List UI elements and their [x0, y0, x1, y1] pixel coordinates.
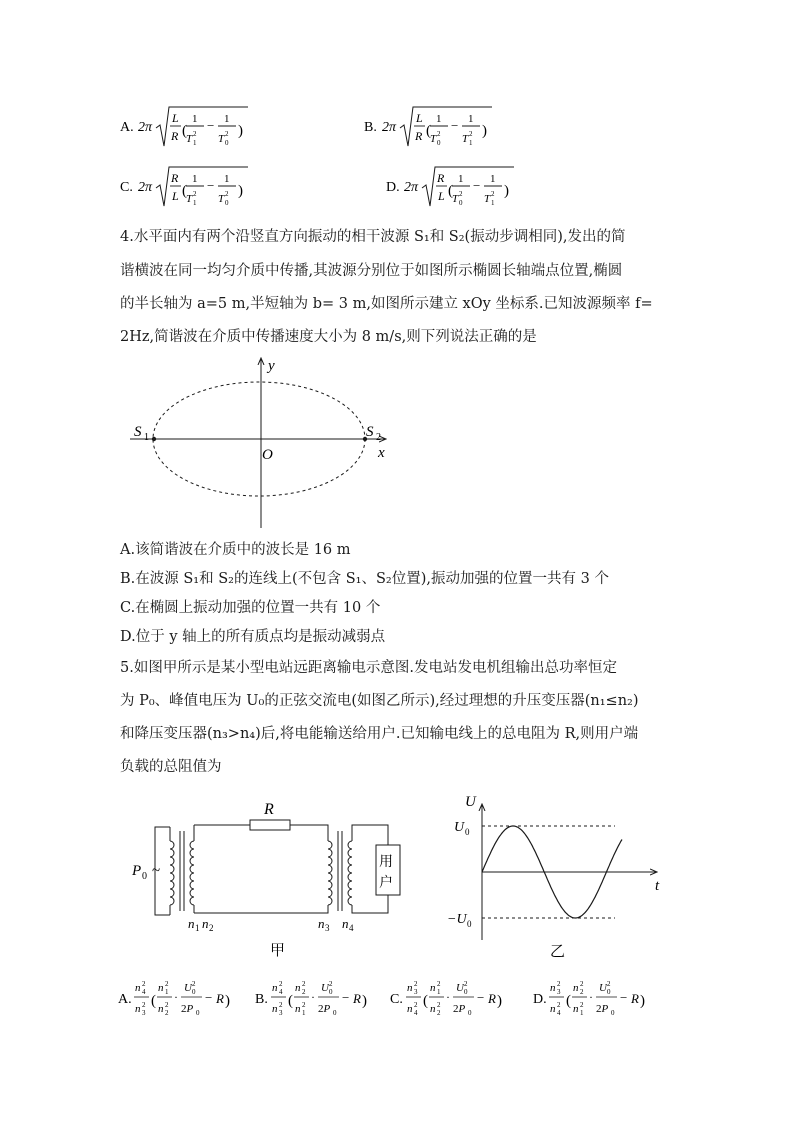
- n1-label: n: [188, 916, 195, 931]
- svg-text:−: −: [620, 990, 628, 1005]
- q3-option-d-formula: [386, 164, 546, 212]
- y-axis-label: y: [268, 358, 275, 374]
- s2-subscript: 2: [376, 432, 381, 443]
- svg-text:U: U: [321, 982, 329, 994]
- svg-text:0: 0: [225, 199, 229, 207]
- q5-voltage-graph: [425, 790, 675, 965]
- svg-text:): ): [504, 183, 509, 199]
- svg-text:2π: 2π: [382, 120, 397, 135]
- n4-subscript: 4: [349, 923, 354, 933]
- q3-option-c-label: C.: [120, 180, 133, 195]
- s1-label: S: [134, 424, 142, 440]
- u-axis-label: U: [465, 794, 476, 810]
- svg-text:1: 1: [491, 199, 495, 207]
- svg-text:2: 2: [225, 190, 229, 198]
- svg-text:1: 1: [302, 1009, 306, 1017]
- svg-text:R: R: [353, 991, 361, 1006]
- svg-text:R: R: [437, 171, 445, 185]
- svg-text:2: 2: [142, 980, 146, 988]
- q4-stem-line-1: 4.水平面内有两个沿竖直方向振动的相干波源 S₁和 S₂(振动步调相同),发出的简: [120, 229, 626, 245]
- svg-text:2: 2: [192, 980, 196, 988]
- load-label-1: 用: [379, 855, 393, 870]
- svg-text:n: n: [135, 982, 141, 994]
- u0-subscript: 0: [465, 827, 470, 837]
- q5-stem-line-1: 5.如图甲所示是某小型电站远距离输电示意图.发电站发电机组输出总功率恒定: [120, 660, 617, 676]
- svg-text:U: U: [599, 982, 607, 994]
- svg-text:4: 4: [142, 988, 146, 996]
- q4-option-a: A.该简谐波在介质中的波长是 16 m: [120, 542, 351, 558]
- svg-text:1: 1: [192, 173, 198, 185]
- svg-text:n: n: [573, 982, 579, 994]
- svg-text:2P: 2P: [596, 1003, 609, 1015]
- svg-text:0: 0: [611, 1009, 615, 1017]
- s1-subscript: 1: [144, 432, 149, 443]
- svg-text:R: R: [171, 171, 179, 185]
- svg-text:2: 2: [464, 980, 468, 988]
- q5-options-formulas: [118, 975, 678, 1025]
- svg-text:(: (: [182, 183, 187, 199]
- svg-text:0: 0: [459, 199, 463, 207]
- svg-text:2: 2: [329, 980, 333, 988]
- svg-text:(: (: [448, 183, 453, 199]
- q3-option-b: [364, 104, 524, 156]
- svg-text:(: (: [426, 123, 431, 139]
- load-label-2: 户: [379, 876, 393, 891]
- svg-text:1: 1: [436, 113, 442, 125]
- svg-text:1: 1: [224, 173, 230, 185]
- svg-text:3: 3: [414, 988, 418, 996]
- svg-text:1: 1: [193, 199, 197, 207]
- svg-text:4: 4: [414, 1009, 418, 1017]
- n2-label: n: [202, 916, 209, 931]
- svg-text:n: n: [158, 982, 164, 994]
- svg-text:): ): [640, 993, 645, 1009]
- q4-stem-line-4: 2Hz,简谐波在介质中传播速度大小为 8 m/s,则下列说法正确的是: [120, 329, 537, 345]
- svg-text:n: n: [272, 1003, 278, 1015]
- svg-text:(: (: [182, 123, 187, 139]
- svg-text:2: 2: [302, 1001, 306, 1009]
- svg-text:T: T: [452, 193, 459, 205]
- svg-text:(: (: [423, 993, 428, 1009]
- q5-circuit-diagram: [130, 795, 410, 965]
- q3-option-d: [386, 164, 546, 216]
- svg-text:L: L: [172, 189, 179, 203]
- svg-text:2: 2: [557, 980, 561, 988]
- svg-text:2: 2: [165, 1001, 169, 1009]
- svg-text:U: U: [184, 982, 192, 994]
- svg-text:L: L: [438, 189, 445, 203]
- q3-option-d-label: D.: [386, 180, 400, 195]
- svg-text:−: −: [477, 990, 485, 1005]
- svg-text:T: T: [186, 193, 193, 205]
- svg-text:2: 2: [142, 1001, 146, 1009]
- svg-text:(: (: [566, 993, 571, 1009]
- svg-text:1: 1: [193, 139, 197, 147]
- source-label: P: [132, 863, 142, 879]
- q5-option-c: [390, 980, 502, 1017]
- svg-text:n: n: [158, 1003, 164, 1015]
- q4-option-d: D.位于 y 轴上的所有质点均是振动减弱点: [120, 629, 386, 645]
- svg-text:−: −: [473, 178, 481, 193]
- svg-text:2: 2: [165, 980, 169, 988]
- svg-text:n: n: [430, 1003, 436, 1015]
- figure-caption-yi: 乙: [550, 944, 566, 960]
- svg-text:2: 2: [193, 190, 197, 198]
- svg-text:n: n: [272, 982, 278, 994]
- svg-text:2π: 2π: [138, 180, 153, 195]
- svg-text:L: L: [172, 111, 179, 125]
- q5-stem-line-3: 和降压变压器(n₃>n₄)后,将电能输送给用户.已知输电线上的总电阻为 R,则用户端: [120, 726, 639, 742]
- svg-text:−: −: [207, 178, 215, 193]
- n4-label: n: [342, 916, 349, 931]
- n2-subscript: 2: [209, 923, 214, 933]
- svg-text:1: 1: [458, 173, 464, 185]
- q3-option-a-label: A.: [120, 120, 134, 135]
- svg-text:2: 2: [580, 1001, 584, 1009]
- q4-option-c: C.在椭圆上振动加强的位置一共有 10 个: [120, 600, 381, 616]
- q5-option-d-label: D.: [533, 992, 547, 1007]
- q5-option-c-label: C.: [390, 992, 403, 1007]
- svg-text:n: n: [407, 982, 413, 994]
- svg-text:2: 2: [437, 1001, 441, 1009]
- svg-text:0: 0: [464, 988, 468, 996]
- svg-text:): ): [362, 993, 367, 1009]
- svg-text:−: −: [207, 118, 215, 133]
- svg-text:n: n: [573, 1003, 579, 1015]
- svg-text:2: 2: [491, 190, 495, 198]
- svg-text:(: (: [288, 993, 293, 1009]
- svg-text:·: ·: [446, 990, 450, 1004]
- svg-text:T: T: [218, 133, 225, 145]
- svg-text:T: T: [484, 193, 491, 205]
- svg-text:T: T: [218, 193, 225, 205]
- svg-text:1: 1: [224, 113, 230, 125]
- svg-text:2: 2: [193, 130, 197, 138]
- q3-option-a-formula: [120, 104, 280, 152]
- svg-text:4: 4: [279, 988, 283, 996]
- q5-option-d: [533, 980, 645, 1017]
- resistor-label: R: [264, 801, 274, 818]
- svg-text:2: 2: [580, 980, 584, 988]
- svg-text:0: 0: [607, 988, 611, 996]
- svg-text:2: 2: [279, 1001, 283, 1009]
- svg-text:0: 0: [468, 1009, 472, 1017]
- svg-text:T: T: [462, 133, 469, 145]
- q3-option-b-formula: [364, 104, 524, 152]
- svg-text:2: 2: [557, 1001, 561, 1009]
- n1-subscript: 1: [195, 923, 200, 933]
- svg-text:T: T: [430, 133, 437, 145]
- q3-option-c: [120, 164, 280, 216]
- source-subscript: 0: [142, 871, 147, 882]
- svg-text:1: 1: [469, 139, 473, 147]
- svg-text:3: 3: [142, 1009, 146, 1017]
- q3-option-c-formula: [120, 164, 280, 212]
- svg-text:1: 1: [468, 113, 474, 125]
- x-axis-label: x: [378, 445, 385, 461]
- neg-u0-label: −U: [447, 912, 467, 927]
- svg-text:n: n: [550, 1003, 556, 1015]
- svg-text:R: R: [415, 129, 423, 143]
- svg-text:1: 1: [437, 988, 441, 996]
- svg-text:T: T: [186, 133, 193, 145]
- svg-text:): ): [225, 993, 230, 1009]
- svg-text:·: ·: [311, 990, 315, 1004]
- svg-text:−: −: [342, 990, 350, 1005]
- svg-text:2: 2: [414, 1001, 418, 1009]
- svg-text:3: 3: [557, 988, 561, 996]
- svg-text:1: 1: [192, 113, 198, 125]
- q5-stem-line-2: 为 P₀、峰值电压为 U₀的正弦交流电(如图乙所示),经过理想的升压变压器(n₁≤n₂): [120, 693, 639, 709]
- svg-text:2P: 2P: [181, 1003, 194, 1015]
- s2-label: S: [366, 424, 374, 440]
- svg-text:2: 2: [469, 130, 473, 138]
- q3-option-a: [120, 104, 280, 156]
- svg-text:2: 2: [302, 980, 306, 988]
- q5-option-b-label: B.: [255, 992, 268, 1007]
- svg-text:1: 1: [490, 173, 496, 185]
- svg-text:0: 0: [196, 1009, 200, 1017]
- svg-text:U: U: [456, 982, 464, 994]
- svg-text:2π: 2π: [404, 180, 419, 195]
- svg-text:R: R: [171, 129, 179, 143]
- svg-text:2: 2: [225, 130, 229, 138]
- n3-label: n: [318, 916, 325, 931]
- svg-text:0: 0: [192, 988, 196, 996]
- q4-ellipse-figure: [120, 350, 410, 530]
- svg-text:·: ·: [174, 990, 178, 1004]
- svg-text:−: −: [205, 990, 213, 1005]
- svg-text:·: ·: [589, 990, 593, 1004]
- svg-text:2: 2: [580, 988, 584, 996]
- svg-text:0: 0: [333, 1009, 337, 1017]
- q3-option-b-label: B.: [364, 120, 377, 135]
- q5-option-b: [255, 980, 367, 1017]
- q5-option-a-label: A.: [118, 992, 132, 1007]
- svg-text:3: 3: [279, 1009, 283, 1017]
- q5-stem-line-4: 负载的总阻值为: [120, 759, 222, 775]
- svg-text:2: 2: [459, 190, 463, 198]
- q4-stem-line-3: 的半长轴为 a=5 m,半短轴为 b= 3 m,如图所示建立 xOy 坐标系.已知波源频率 f=: [120, 296, 653, 312]
- svg-text:4: 4: [557, 1009, 561, 1017]
- svg-text:2: 2: [165, 1009, 169, 1017]
- svg-text:n: n: [550, 982, 556, 994]
- svg-text:1: 1: [165, 988, 169, 996]
- svg-text:2P: 2P: [318, 1003, 331, 1015]
- svg-text:2: 2: [279, 980, 283, 988]
- q4-stem-line-2: 谐横波在同一均匀介质中传播,其波源分别位于如图所示椭圆长轴端点位置,椭圆: [120, 263, 623, 279]
- svg-text:0: 0: [225, 139, 229, 147]
- svg-text:R: R: [488, 991, 496, 1006]
- svg-text:n: n: [295, 1003, 301, 1015]
- n3-subscript: 3: [325, 923, 330, 933]
- figure-caption-jia: 甲: [270, 943, 286, 959]
- svg-text:(: (: [151, 993, 156, 1009]
- svg-text:2: 2: [302, 988, 306, 996]
- svg-text:L: L: [416, 111, 423, 125]
- svg-text:2: 2: [414, 980, 418, 988]
- svg-text:R: R: [631, 991, 639, 1006]
- svg-text:n: n: [407, 1003, 413, 1015]
- svg-text:): ): [238, 183, 243, 199]
- u0-label: U: [454, 820, 465, 835]
- neg-u0-subscript: 0: [467, 919, 472, 929]
- svg-text:): ): [238, 123, 243, 139]
- svg-text:2: 2: [607, 980, 611, 988]
- svg-text:R: R: [216, 991, 224, 1006]
- svg-text:2P: 2P: [453, 1003, 466, 1015]
- svg-text:2: 2: [437, 1009, 441, 1017]
- svg-text:n: n: [135, 1003, 141, 1015]
- svg-text:0: 0: [329, 988, 333, 996]
- origin-label: O: [262, 447, 273, 463]
- q4-option-b: B.在波源 S₁和 S₂的连线上(不包含 S₁、S₂位置),振动加强的位置一共有 3 个: [120, 571, 609, 587]
- ac-source-symbol: ~: [152, 863, 161, 879]
- svg-text:): ): [497, 993, 502, 1009]
- svg-text:): ): [482, 123, 487, 139]
- svg-text:2: 2: [437, 980, 441, 988]
- source-s1-dot: [152, 437, 156, 441]
- svg-text:2π: 2π: [138, 120, 153, 135]
- svg-text:n: n: [295, 982, 301, 994]
- svg-text:n: n: [430, 982, 436, 994]
- t-axis-label: t: [655, 878, 660, 894]
- svg-text:2: 2: [437, 130, 441, 138]
- q5-option-a: [118, 980, 230, 1017]
- svg-text:−: −: [451, 118, 459, 133]
- svg-text:1: 1: [580, 1009, 584, 1017]
- svg-text:0: 0: [437, 139, 441, 147]
